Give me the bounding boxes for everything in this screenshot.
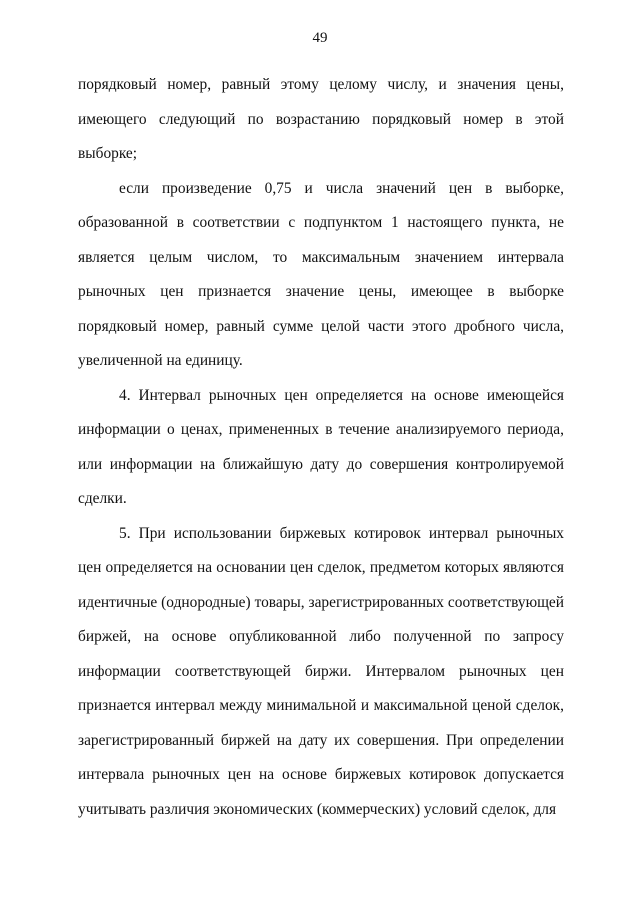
- paragraph-section-4: 4. Интервал рыночных цен определяется на основе имеющейся информации о ценах, примененных в течение анализируемого периода, или информации на ближайшую дату до совершения контролируемой сделки.: [78, 386, 564, 507]
- page-number: 49: [312, 30, 328, 46]
- paragraph-continuation: порядковый номер, равный этому целому числу, и значения цены, имеющего следующий по возрастанию порядковый номер в этой выборке;: [78, 76, 564, 162]
- document-body: [78, 68, 564, 827]
- paragraph-max-value-rule: если произведение 0,75 и числа значений цен в выборке, образованной в соответствии с подпунктом 1 настоящего пункта, не является целым числом, то максимальным значением интервала рыночных цен признается значение цены, имеющее в выборке порядковый номер, равный сумме целой части этого дробного числа, увеличенной на единицу.: [78, 179, 564, 369]
- paragraph-section-5: 5. При использовании биржевых котировок интервал рыночных цен определяется на основании цен сделок, предметом которых являются идентичные (однородные) товары, зарегистрированных соответствующей биржей, на основе опубликованной либо полученной по запросу информации соответствующей биржи. Интервалом рыночных цен признается интервал между минимальной и максимальной ценой сделок, зарегистрированный биржей на дату их совершения. При определении интервала рыночных цен на основе биржевых котировок допускается учитывать различия экономических (коммерческих) условий сделок, для: [78, 524, 564, 818]
